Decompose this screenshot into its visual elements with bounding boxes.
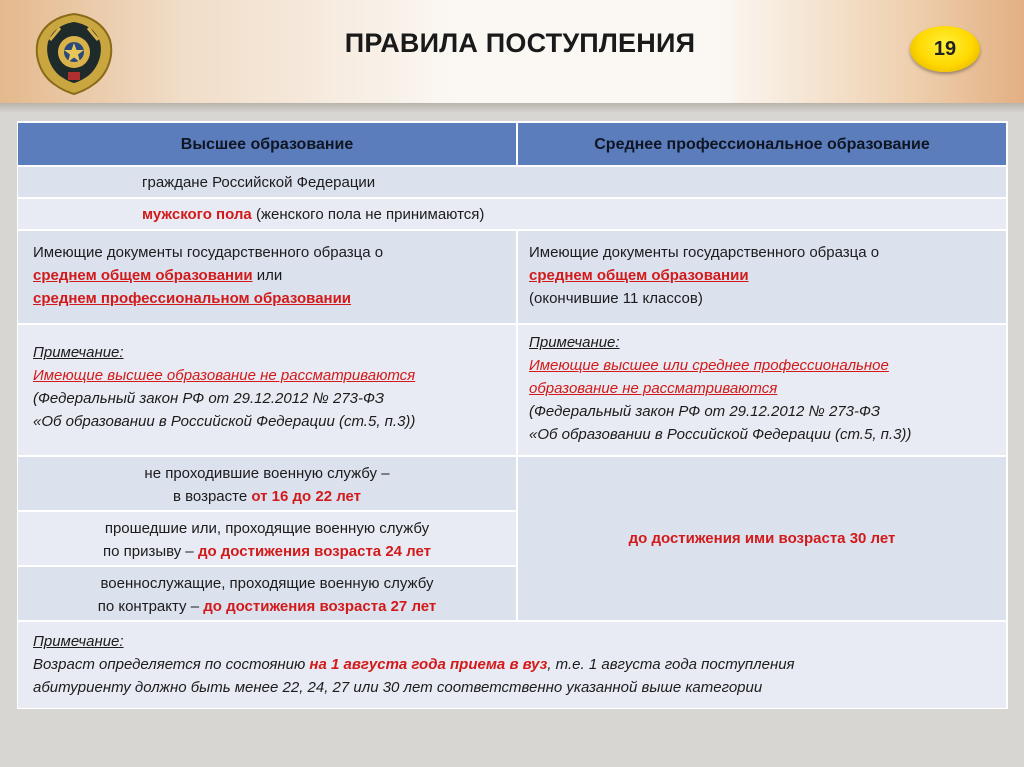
note-right-warning2: образование не рассматриваются xyxy=(529,380,778,397)
admission-rules-table xyxy=(17,121,1008,709)
note-left-law2: «Об образовании в Российской Федерации (ст.5, п.3)) xyxy=(33,413,416,430)
docs-left-highlight2: среднем профессиональном образовании xyxy=(33,290,352,307)
docs-right-line1: Имеющие документы государственного образца о xyxy=(529,244,880,261)
docs-left-mid: или xyxy=(252,267,283,284)
citizens-row xyxy=(18,167,1006,197)
note-left-label: Примечание: xyxy=(33,344,124,361)
bottom-note-highlight: на 1 августа года приема в вуз xyxy=(309,656,548,673)
note-left-cell xyxy=(18,325,516,455)
age-row-no-service-line2: в возрасте xyxy=(172,488,252,505)
age-row-conscript-highlight: до достижения возраста 24 лет xyxy=(197,543,431,560)
age-row-contract xyxy=(18,567,516,620)
age-row-conscript-line2: по призыву – xyxy=(102,543,198,560)
age-row-no-service-highlight: от 16 до 22 лет xyxy=(251,488,362,505)
docs-right-highlight1: среднем общем образовании xyxy=(529,267,749,284)
note-right-cell xyxy=(518,325,1006,455)
note-right-law2: «Об образовании в Российской Федерации (ст.5, п.3)) xyxy=(529,426,912,443)
bottom-note-line2: абитуриенту должно быть менее 22, 24, 27 или 30 лет соответственно указанной выше категории xyxy=(33,679,763,696)
header-shadow xyxy=(0,103,1024,113)
gender-highlight: мужского пола xyxy=(142,206,252,223)
bottom-note-label: Примечание: xyxy=(33,633,124,650)
age-row-conscript xyxy=(18,512,516,565)
note-right-warning1: Имеющие высшее или среднее профессиональное xyxy=(529,357,889,374)
age-right-cell xyxy=(518,457,1006,620)
note-left-warning: Имеющие высшее образование не рассматриваются xyxy=(33,367,416,384)
age-row-contract-highlight: до достижения возраста 27 лет xyxy=(203,598,437,615)
docs-left-cell xyxy=(18,231,516,323)
age-row-contract-line2: по контракту – xyxy=(97,598,204,615)
docs-right-cell xyxy=(518,231,1006,323)
page-number-badge: 19 xyxy=(910,26,980,72)
note-right-law1: (Федеральный закон РФ от 29.12.2012 № 273-ФЗ xyxy=(529,403,881,420)
citizens-text: граждане Российской Федерации xyxy=(142,174,376,191)
docs-right-line3: (окончившие 11 классов) xyxy=(529,290,703,307)
age-row-conscript-line1: прошедшие или, проходящие военную службу xyxy=(104,520,430,537)
docs-left-line1: Имеющие документы государственного образца о xyxy=(33,244,384,261)
academy-emblem-icon xyxy=(30,10,118,95)
bottom-note-text-a: Возраст определяется по состоянию xyxy=(33,656,310,673)
gender-rest: (женского пола не принимаются) xyxy=(251,206,485,223)
bottom-note-text-b: , т.е. 1 августа года поступления xyxy=(547,656,795,673)
note-right-label: Примечание: xyxy=(529,334,620,351)
bottom-note-cell xyxy=(18,622,1006,708)
bottom-note-line1 xyxy=(33,653,990,676)
age-row-contract-line1: военнослужащие, проходящие военную службу xyxy=(100,575,434,592)
age-row-no-service xyxy=(18,457,516,510)
age-right-text: до достижения ими возраста 30 лет xyxy=(628,530,896,547)
note-left-law1: (Федеральный закон РФ от 29.12.2012 № 273-ФЗ xyxy=(33,390,385,407)
docs-left-highlight1: среднем общем образовании xyxy=(33,267,253,284)
gender-row xyxy=(18,199,1006,229)
page-title: ПРАВИЛА ПОСТУПЛЕНИЯ xyxy=(344,28,696,58)
col-header-vocational-education: Среднее профессиональное образование xyxy=(518,123,1006,165)
age-row-no-service-line1: не проходившие военную службу – xyxy=(144,465,390,482)
col-header-higher-education: Высшее образование xyxy=(18,123,516,165)
